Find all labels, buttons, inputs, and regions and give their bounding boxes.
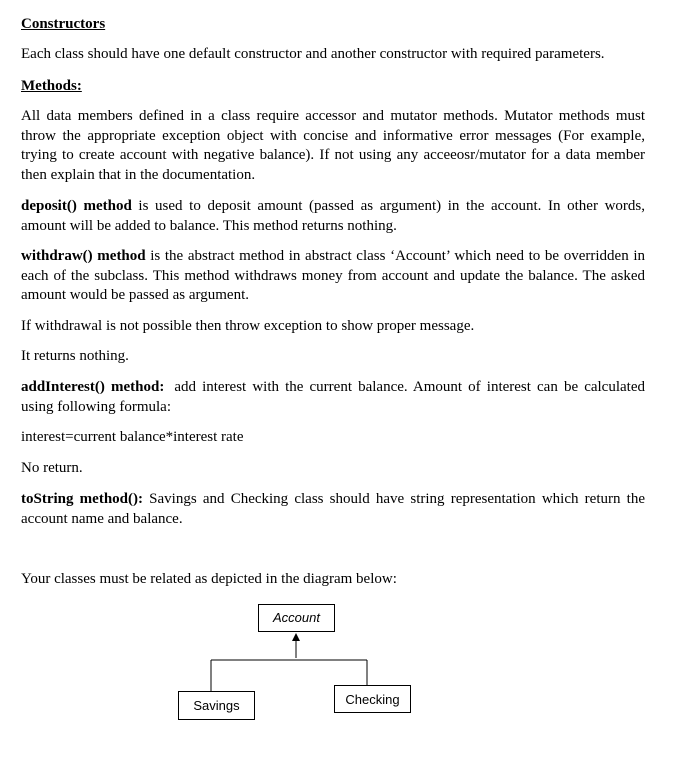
deposit-method-name: deposit() method — [21, 198, 132, 214]
constructors-heading: Constructors — [21, 16, 106, 32]
withdraw-method-text: is the abstract method in abstract class ‘Account’ which need to be overridden in each of the subclass. This method withdraws money from account and update the balance. The asked amount would be passed as argument. — [21, 248, 645, 303]
constructors-text: Each class should have one default constructor and another constructor with required parameters. — [21, 46, 605, 62]
account-class-box: Account — [258, 604, 335, 632]
checking-class-box: Checking — [334, 685, 411, 713]
withdraw-returns: It returns nothing. — [21, 348, 129, 364]
to-string-method-text: Savings and Checking class should have string representation which return the account name and balance. — [21, 491, 645, 527]
inheritance-arrowhead — [292, 633, 300, 641]
interest-formula: interest=current balance*interest rate — [21, 429, 244, 445]
diagram-caption: Your classes must be related as depicted in the diagram below: — [21, 571, 397, 587]
add-interest-method-name: addInterest() method: — [21, 379, 165, 395]
add-interest-returns: No return. — [21, 460, 83, 476]
to-string-method-name: toString method(): — [21, 491, 143, 507]
withdraw-exception-note: If withdrawal is not possible then throw exception to show proper message. — [21, 318, 475, 334]
deposit-method-text: is used to deposit amount (passed as argument) in the account. In other words, amount will be added to balance. This method returns nothing. — [21, 198, 645, 234]
add-interest-method-text: add interest with the current balance. Amount of interest can be calculated using following formula: — [21, 379, 645, 415]
methods-heading: Methods: — [21, 78, 82, 94]
savings-class-box: Savings — [178, 691, 255, 720]
withdraw-method-name: withdraw() method — [21, 248, 146, 264]
methods-intro: All data members defined in a class require accessor and mutator methods. Mutator methods must throw the appropriate exception object with concise and informative error messages (For example, trying to create account with negative balance). If not using any acceeosr/mutator for a data member then explain that in the documentation. — [21, 108, 645, 183]
